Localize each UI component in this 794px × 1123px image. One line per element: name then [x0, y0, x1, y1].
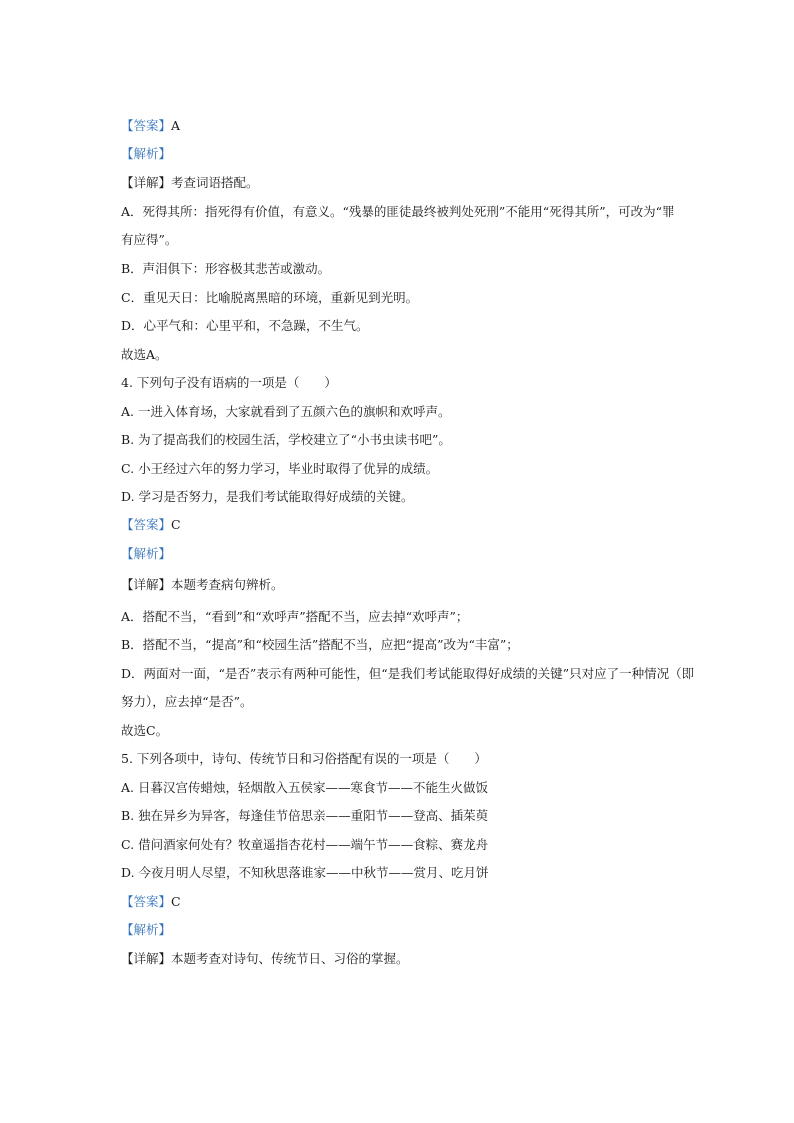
text-line-q5a [121, 780, 488, 796]
text-line-q4 [121, 375, 337, 391]
line-text: A．搭配不当，“看到”和“欢呼声”搭配不当，应去掉“欢呼声”； [121, 609, 469, 624]
text-line-xiangjie4 [121, 577, 284, 593]
line-text: B．搭配不当，“提高”和“校园生活”搭配不当，应把“提高”改为“丰富”； [121, 637, 519, 652]
text-line-q4sel [121, 723, 168, 739]
line-text: 故选C。 [121, 723, 169, 738]
line-text: 4. 下列句子没有语病的一项是（ ） [121, 375, 337, 390]
text-line-q5 [121, 751, 487, 767]
text-line-q5c [121, 837, 488, 853]
section-tag: 【解析】 [121, 546, 172, 561]
text-line-q4eb [121, 637, 519, 653]
line-text: A．死得其所：指死得有价值，有意义。“残暴的匪徒最终被判处死刑”不能用“死得其所”，可改为“罪 [121, 204, 675, 219]
text-line-q4d [121, 489, 414, 505]
text-line-jiexi4 [121, 546, 171, 562]
section-tag: 【答案】 [121, 517, 172, 532]
text-line-ans5 [121, 894, 181, 910]
text-line-q4ed1 [121, 666, 694, 682]
text-line-xiangjie5 [121, 951, 409, 967]
text-line-q5d [121, 865, 489, 881]
line-text: A [171, 118, 181, 133]
text-line-xiangjie3 [121, 175, 259, 191]
text-line-q3b [121, 261, 330, 277]
line-text: 5. 下列各项中，诗句、传统节日和习俗搭配有误的一项是（ ） [121, 751, 487, 766]
line-text: D. 今夜月明人尽望，不知秋思落谁家——中秋节——赏月、吃月饼 [121, 865, 489, 880]
text-line-q4a [121, 404, 450, 420]
section-tag: 【解析】 [121, 922, 172, 937]
line-text: 本题考查病句辨析。 [171, 577, 284, 592]
line-text: 故选A。 [121, 347, 168, 362]
line-text: A. 日暮汉宫传蜡烛，轻烟散入五侯家——寒食节——不能生火做饭 [121, 780, 488, 795]
line-text: B. 为了提高我们的校园生活，学校建立了“小书虫读书吧”。 [121, 432, 451, 447]
line-text: C [171, 894, 181, 909]
section-tag: 【答案】 [121, 894, 172, 909]
section-tag: 【详解】 [121, 951, 172, 966]
line-text: A. 一进入体育场，大家就看到了五颜六色的旗帜和欢呼声。 [121, 404, 451, 419]
line-text: B．声泪俱下：形容极其悲苦或激动。 [121, 261, 331, 276]
section-tag: 【详解】 [121, 577, 172, 592]
line-text: C. 小王经过六年的努力学习，毕业时取得了优异的成绩。 [121, 461, 439, 476]
line-text: C. 借问酒家何处有？牧童遥指杏花村——端午节——食粽、赛龙舟 [121, 837, 489, 852]
text-line-q4c [121, 461, 438, 477]
line-text: 努力），应去掉“是否”。 [121, 694, 253, 709]
text-line-q3a1 [121, 204, 674, 220]
section-tag: 【解析】 [121, 146, 172, 161]
text-line-ans3 [121, 118, 180, 134]
section-tag: 【详解】 [121, 175, 172, 190]
text-line-jiexi3 [121, 146, 171, 162]
line-text: D. 学习是否努力，是我们考试能取得好成绩的关键。 [121, 489, 414, 504]
line-text: 本题考查对诗句、传统节日、习俗的掌握。 [171, 951, 409, 966]
line-text: B. 独在异乡为异客，每逢佳节倍思亲——重阳节——登高、插茱萸 [121, 808, 489, 823]
text-line-jiexi5 [121, 922, 171, 938]
text-line-q3d [121, 318, 369, 334]
line-text: C [171, 517, 181, 532]
section-tag: 【答案】 [121, 118, 172, 133]
text-line-q4ed2 [121, 694, 253, 710]
line-text: D．心平气和：心里平和，不急躁，不生气。 [121, 318, 369, 333]
text-line-q3c [121, 290, 418, 306]
text-line-q4b [121, 432, 451, 448]
text-line-q5b [121, 808, 488, 824]
text-line-q3sel [121, 347, 168, 363]
text-line-ans4 [121, 517, 181, 533]
line-text: D．两面对一面，“是否”表示有两种可能性，但“是我们考试能取得好成绩的关键”只对应了一种情况（即 [121, 666, 695, 681]
line-text: 有应得”。 [121, 232, 178, 247]
text-line-q3a2 [121, 232, 177, 248]
text-line-q4ea [121, 609, 468, 625]
line-text: C．重见天日：比喻脱离黑暗的环境，重新见到光明。 [121, 290, 419, 305]
line-text: 考查词语搭配。 [171, 175, 259, 190]
